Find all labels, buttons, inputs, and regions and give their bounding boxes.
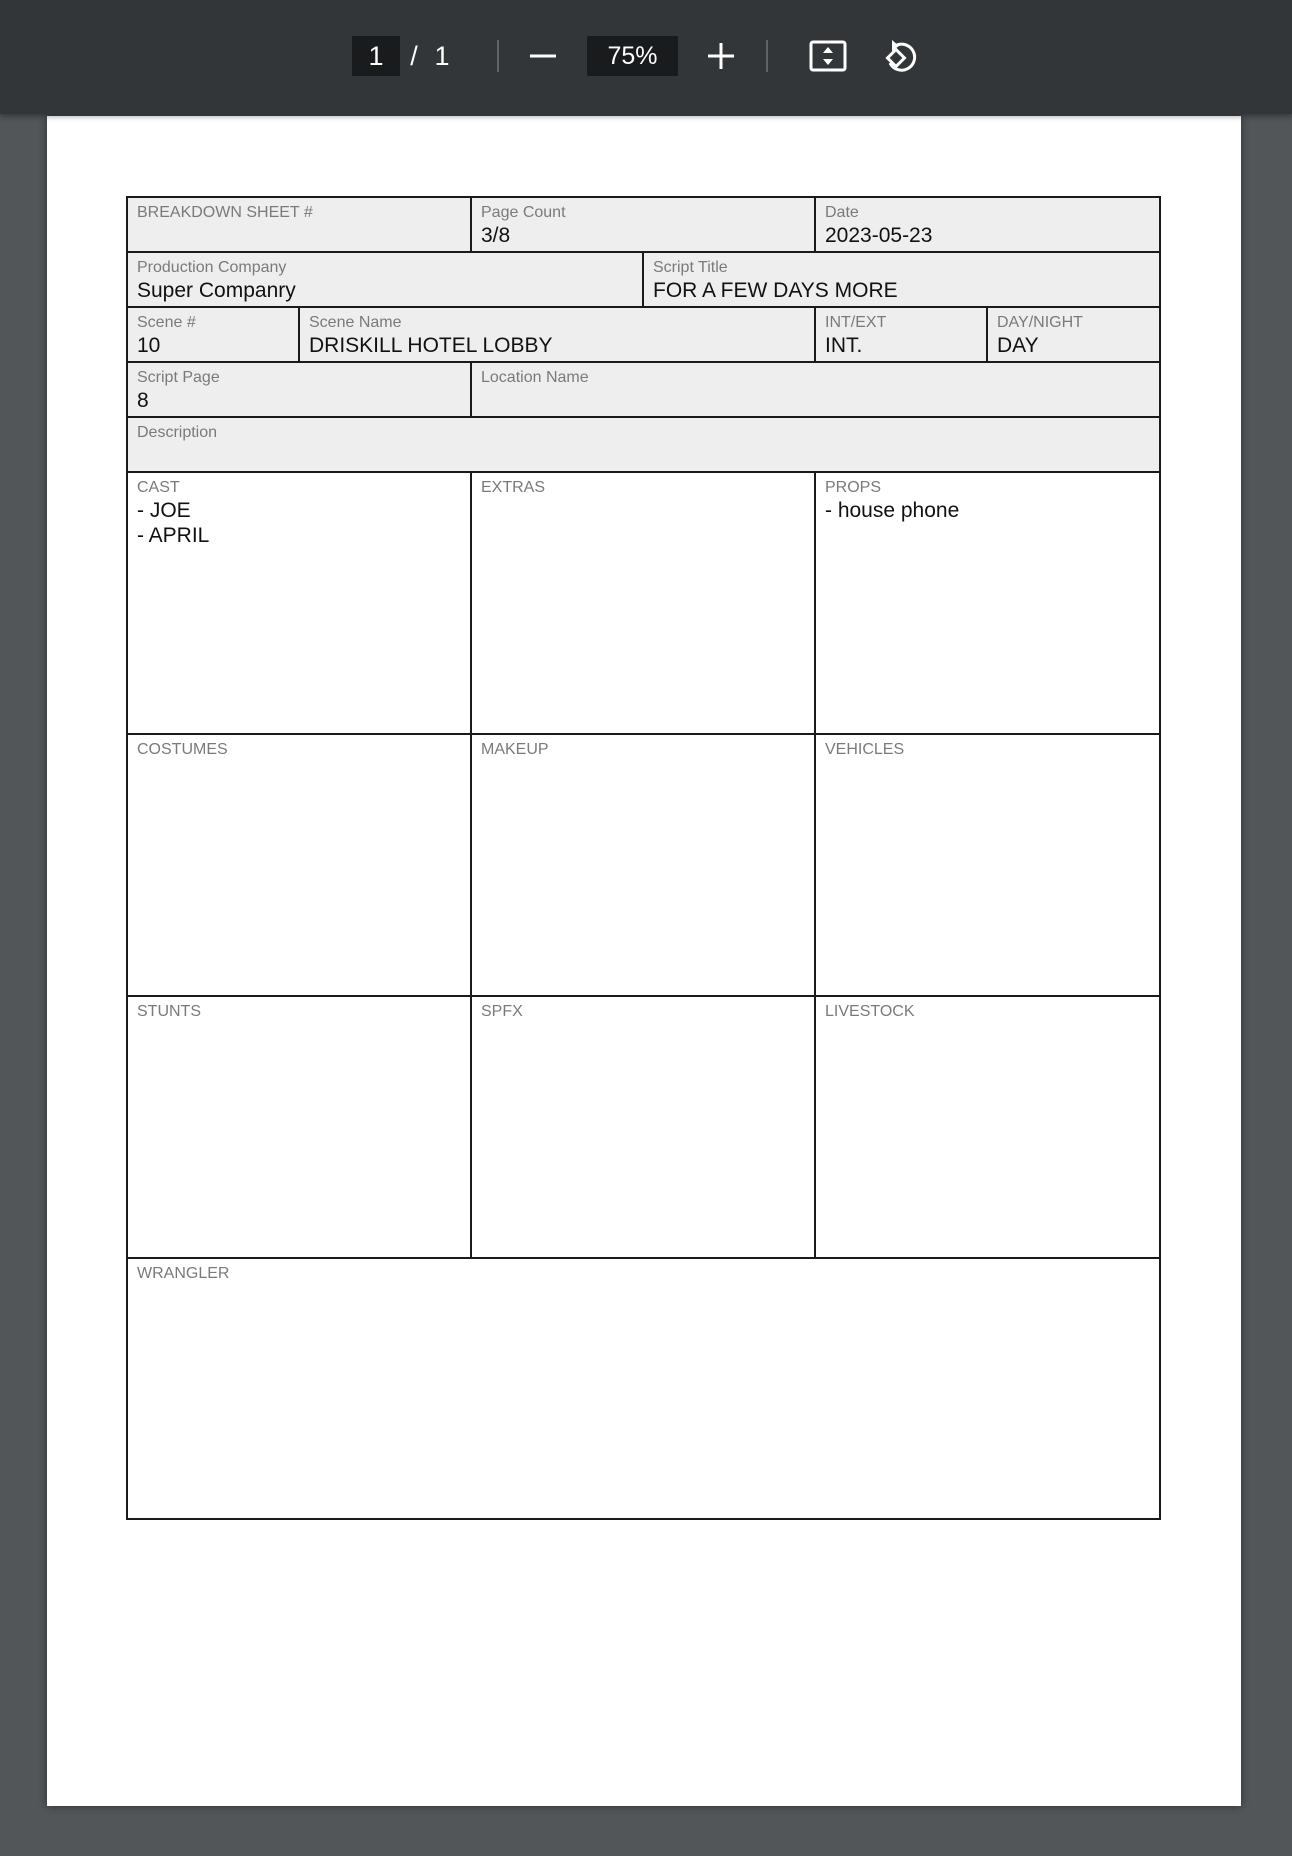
pdf-page xyxy=(47,116,1241,1806)
page-total: 1 xyxy=(434,40,450,71)
stunts-label: STUNTS xyxy=(137,1003,201,1020)
makeup-cell xyxy=(470,733,816,997)
vehicles-label: VEHICLES xyxy=(825,741,905,758)
day-night-label: DAY/NIGHT xyxy=(997,314,1083,331)
fit-to-page-button[interactable] xyxy=(806,36,850,76)
spfx-label: SPFX xyxy=(481,1003,523,1020)
date-value: 2023-05-23 xyxy=(825,224,933,247)
stunts-cell xyxy=(126,995,472,1259)
breakdown-sheet-label: BREAKDOWN SHEET # xyxy=(137,204,313,221)
script-page-label: Script Page xyxy=(137,369,220,386)
script-title-label: Script Title xyxy=(653,259,728,276)
spfx-cell xyxy=(470,995,816,1259)
scene-number-label: Scene # xyxy=(137,314,196,331)
location-name-label: Location Name xyxy=(481,369,589,386)
date-cell xyxy=(814,196,1161,253)
rotate-icon xyxy=(881,37,919,75)
script-title-cell xyxy=(642,251,1161,308)
zoom-level-input[interactable]: 75% xyxy=(587,36,678,76)
plus-icon xyxy=(707,42,735,70)
livestock-cell xyxy=(814,995,1161,1259)
production-company-label: Production Company xyxy=(137,259,287,276)
cast-item: - APRIL xyxy=(137,524,210,547)
props-item: - house phone xyxy=(825,499,960,522)
wrangler-label: WRANGLER xyxy=(137,1265,230,1282)
pdf-toolbar xyxy=(0,0,1292,114)
scene-name-cell xyxy=(298,306,816,363)
props-cell xyxy=(814,471,1161,735)
page-count-label: Page Count xyxy=(481,204,566,221)
int-ext-value: INT. xyxy=(825,334,863,357)
description-label: Description xyxy=(137,424,218,441)
description-cell xyxy=(126,416,1161,473)
scene-number-cell xyxy=(126,306,300,363)
production-company-cell xyxy=(126,251,644,308)
scene-name-label: Scene Name xyxy=(309,314,402,331)
minus-icon xyxy=(529,42,557,70)
fit-page-icon xyxy=(809,40,847,72)
extras-label: EXTRAS xyxy=(481,479,546,496)
costumes-cell xyxy=(126,733,472,997)
toolbar-divider xyxy=(766,40,768,72)
cast-label: CAST xyxy=(137,479,180,496)
script-page-cell xyxy=(126,361,472,418)
location-name-cell xyxy=(470,361,1161,418)
page-count-value: 3/8 xyxy=(481,224,511,247)
date-label: Date xyxy=(825,204,859,221)
scene-number-value: 10 xyxy=(137,334,161,357)
vehicles-cell xyxy=(814,733,1161,997)
scene-name-value: DRISKILL HOTEL LOBBY xyxy=(309,334,553,357)
toolbar-divider xyxy=(497,40,499,72)
int-ext-label: INT/EXT xyxy=(825,314,887,331)
zoom-out-button[interactable] xyxy=(522,36,564,76)
page-count-cell xyxy=(470,196,816,253)
production-company-value: Super Companry xyxy=(137,279,296,302)
page-separator: / xyxy=(410,40,418,71)
costumes-label: COSTUMES xyxy=(137,741,228,758)
cast-item: - JOE xyxy=(137,499,191,522)
breakdown-sheet-cell xyxy=(126,196,472,253)
props-label: PROPS xyxy=(825,479,882,496)
rotate-button[interactable] xyxy=(878,34,922,78)
zoom-in-button[interactable] xyxy=(700,36,742,76)
livestock-label: LIVESTOCK xyxy=(825,1003,915,1020)
day-night-value: DAY xyxy=(997,334,1039,357)
int-ext-cell xyxy=(814,306,988,363)
wrangler-cell xyxy=(126,1257,1161,1520)
day-night-cell xyxy=(986,306,1161,363)
makeup-label: MAKEUP xyxy=(481,741,549,758)
page-number-input[interactable]: 1 xyxy=(352,36,400,76)
script-page-value: 8 xyxy=(137,389,149,412)
script-title-value: FOR A FEW DAYS MORE xyxy=(653,279,898,302)
extras-cell xyxy=(470,471,816,735)
cast-cell xyxy=(126,471,472,735)
